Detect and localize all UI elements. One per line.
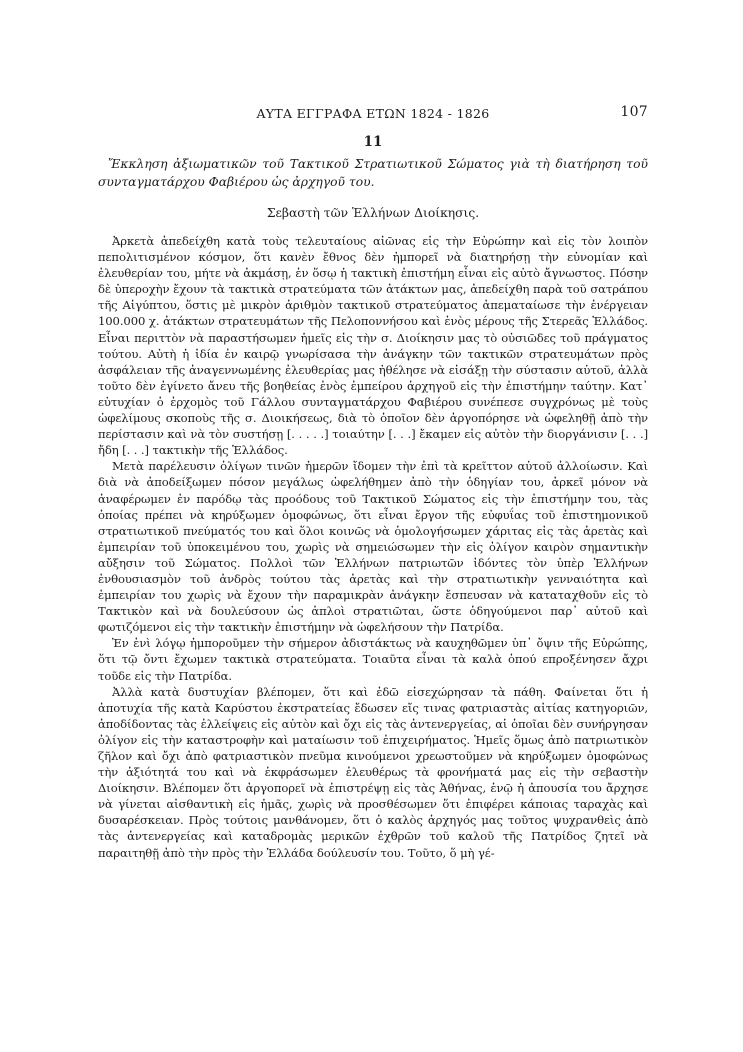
paragraph: Μετὰ παρέλευσιν ὀλίγων τινῶν ἡμερῶν ἴδομεν τὴν ἐπὶ τὰ κρεῖττον αὐτοῦ ἀλλοίωσιν. Καὶ διὰ νὰ ἀποδείξωμεν πόσον μεγάλως ὠφελήθημεν ἀπὸ τὴν ὁδηγίαν του, ἀρκεῖ μόνον νὰ ἀναφέρωμεν ἐν παρόδῳ τὰς προόδους τοῦ Τακτικοῦ Σώματος εἰς τὴν ἐπιστήμην του, τὰς ὁποίας πρέπει νὰ κηρύξωμεν ὁμοφώνως, ὅτι εἶναι ἔργον τῆς εὐφυΐας τοῦ ἐπιστημονικοῦ στρατιωτικοῦ πνεύματός του καὶ ὅλοι κοινῶς νὰ ὁμολογήσωμεν χάριτας εἰς τὰς ἀρετὰς καὶ ἐμπειρίαν τοῦ ὑποκειμένου του, χωρὶς νὰ σημειώσωμεν τὴν εἰς ὀλίγον καιρὸν σημαντικὴν αὔξησιν τοῦ Σώματος. Πολλοὶ τῶν Ἑλλήνων πατριωτῶν ἰδόντες τὸν ὑπὲρ Ἑλλήνων ἐνθουσιασμὸν τοῦ ἀνδρὸς τούτου τὰς ἀρετὰς καὶ τὴν στρατιωτικὴν γενναιότητα καὶ ἐμπειρίαν του χωρὶς νὰ ἔχουν τὴν παραμικρὰν ἀνάγκην ἔσπευσαν νὰ καταταχθοῦν εἰς τὸ Τακτικὸν καὶ νὰ δουλεύσουν ὡς ἁπλοὶ στρατιῶται, ὥστε ὁδηγούμενοι παρ᾽ αὐτοῦ καὶ φωτιζόμενοι εἰς τὴν τακτικὴν ἐπιστήμην νὰ ὠφελήσουν τὴν Πατρίδα. — [98, 459, 648, 635]
paragraph: Ἀρκετὰ ἀπεδείχθη κατὰ τοὺς τελευταίους αἰῶνας εἰς τὴν Εὐρώπην καὶ εἰς τὸν λοιπὸν πεπολιτισμένον κόσμον, ὅτι κανὲν ἔθνος δὲν ἠμπορεῖ νὰ διατηρήσῃ τὴν εὐνομίαν καὶ ἐλευθερίαν του, μήτε νὰ ἀκμάσῃ, ἐν ὅσῳ ἡ τακτικὴ ἐπιστήμη εἶναι εἰς αὐτὸ ἄγνωστος. Πόσην δὲ ὑπεροχὴν ἔχουν τὰ τακτικὰ στρατεύματα τῶν ἀτάκτων μας, ἀπεδείχθη παρὰ τοῦ σατράπου τῆς Αἰγύπτου, ὅστις μὲ μικρὸν ἀριθμὸν τακτικοῦ στρατεύματος ἀπεματαίωσε τὴν ἐνέργειαν 100.000 χ. ἀτάκτων στρατευμάτων τῆς Πελοποννήσου καὶ ἑνὸς μέρους τῆς Στερεᾶς Ἑλλάδος. Εἶναι περιττὸν νὰ παραστήσωμεν ἡμεῖς εἰς τὴν σ. Διοίκησιν μας τὸ οὐσιῶδες τοῦ πράγματος τούτου. Αὐτὴ ἡ ἰδία ἐν καιρῷ γνωρίσασα τὴν ἀνάγκην τῶν τακτικῶν στρατευμάτων πρὸς ἀσφάλειαν τῆς ἀναγεννωμένης ἐλευθερίας μας ἠθέλησε νὰ εἰσάξῃ τὴν σύστασιν αὐτοῦ, ἀλλὰ τοῦτο δὲν ἐγίνετο ἄνευ τῆς βοηθείας ἑνὸς ἐμπείρου ἀρχηγοῦ εἰς τὴν ἐπιστήμην ταύτην. Κατ᾽ εὐτυχίαν ὁ ἐρχομὸς τοῦ Γάλλου συνταγματάρχου Φαβιέρου συνέπεσε συγχρόνως μὲ τοὺς ὠφελίμους σκοποὺς τῆς σ. Διοικήσεως, διὰ τὸ ὁποῖον δὲν ἀργοπόρησε νὰ ὠφεληθῇ ἀπὸ τὴν περίστασιν καὶ νὰ τὸν συστήσῃ [. . . . .] τοιαύτην [. . .] ἔκαμεν εἰς αὐτὸν τὴν διοργάνισιν [. . .] ἤδη [. . .] τακτικὴν τῆς Ἑλλάδος. — [98, 234, 648, 458]
running-header — [98, 104, 648, 124]
paragraph: Ἀλλὰ κατὰ δυστυχίαν βλέπομεν, ὅτι καὶ ἐδῶ εἰσεχώρησαν τὰ πάθη. Φαίνεται ὅτι ἡ ἀποτυχία τῆς κατὰ Καρύστου ἐκστρατείας ἔδωσεν εἴς τινας φατριαστὰς αἰτίας κατηγοριῶν, ἀποδίδοντας τὰς ἐλλείψεις εἰς αὐτὸν καὶ ὄχι εἰς τὰς ἀντενεργείας, αἱ ὁποῖαι δὲν συνήργησαν ὀλίγον εἰς τὴν καταστροφὴν καὶ ματαίωσιν τοῦ ἐπιχειρήματος. Ἡμεῖς ὅμως ἀπὸ πατριωτικὸν ζῆλον καὶ ὄχι ἀπὸ φατριαστικὸν πνεῦμα κινούμενοι χρεωστοῦμεν νὰ κηρύξωμεν ὁμοφώνως τὴν ἀξιότητά του καὶ νὰ ἐκφράσωμεν ἐλευθέρως τὰ φρονήματά μας εἰς τὴν σεβαστὴν Διοίκησιν. Βλέπομεν ὅτι ἀργοπορεῖ νὰ ἐπιστρέψῃ εἰς τὰς Ἀθήνας, ἐνῷ ἡ ἀπουσία του ἄρχησε νὰ γίνεται αἰσθαντικὴ εἰς ἡμᾶς, χωρὶς νὰ προσθέσωμεν ὅτι ἐπιφέρει κάποιας ταραχὰς καὶ δυσαρέσκειαν. Πρὸς τούτοις μανθάνομεν, ὅτι ὁ καλὸς ἀρχηγός μας τοῦτος ψυχρανθεὶς ἀπὸ τὰς ἀντενεργείας καὶ καταδρομὰς μερικῶν ἐχθρῶν τοῦ καλοῦ τῆς Πατρίδος ζητεῖ νὰ παραιτηθῇ ἀπὸ τὴν πρὸς τὴν Ἑλλάδα δούλευσίν του. Τοῦτο, ὅ μὴ γέ- — [98, 684, 648, 860]
running-title: ΑΥΤΑ ΕΓΓΡΑΦΑ ΕΤΩΝ 1824 - 1826 — [256, 106, 490, 121]
salutation: Σεβαστὴ τῶν Ἑλλήνων Διοίκησις. — [266, 206, 480, 220]
body-text — [98, 233, 648, 861]
document-page — [98, 104, 648, 861]
document-heading: Ἔκκληση ἀξιωματικῶν τοῦ Τακτικοῦ Στρατιωτικοῦ Σώματος γιὰ τὴ διατήρηση τοῦ συνταγματάρχου Φαβιέρου ὡς ἀρχηγοῦ του. — [98, 157, 648, 189]
paragraph: Ἐν ἑνὶ λόγῳ ἠμποροῦμεν τὴν σήμερον ἀδιστάκτως νὰ καυχηθῶμεν ὑπ᾽ ὄψιν τῆς Εὐρώπης, ὅτι τῷ ὄντι ἔχωμεν τακτικὰ στρατεύματα. Τοιαῦτα εἶναι τὰ καλὰ ὁπού επροξένησεν ἄχρι τοῦδε εἰς τὴν Πατρίδα. — [98, 636, 648, 683]
document-number: 11 — [363, 134, 383, 150]
page-number: 107 — [620, 104, 648, 120]
